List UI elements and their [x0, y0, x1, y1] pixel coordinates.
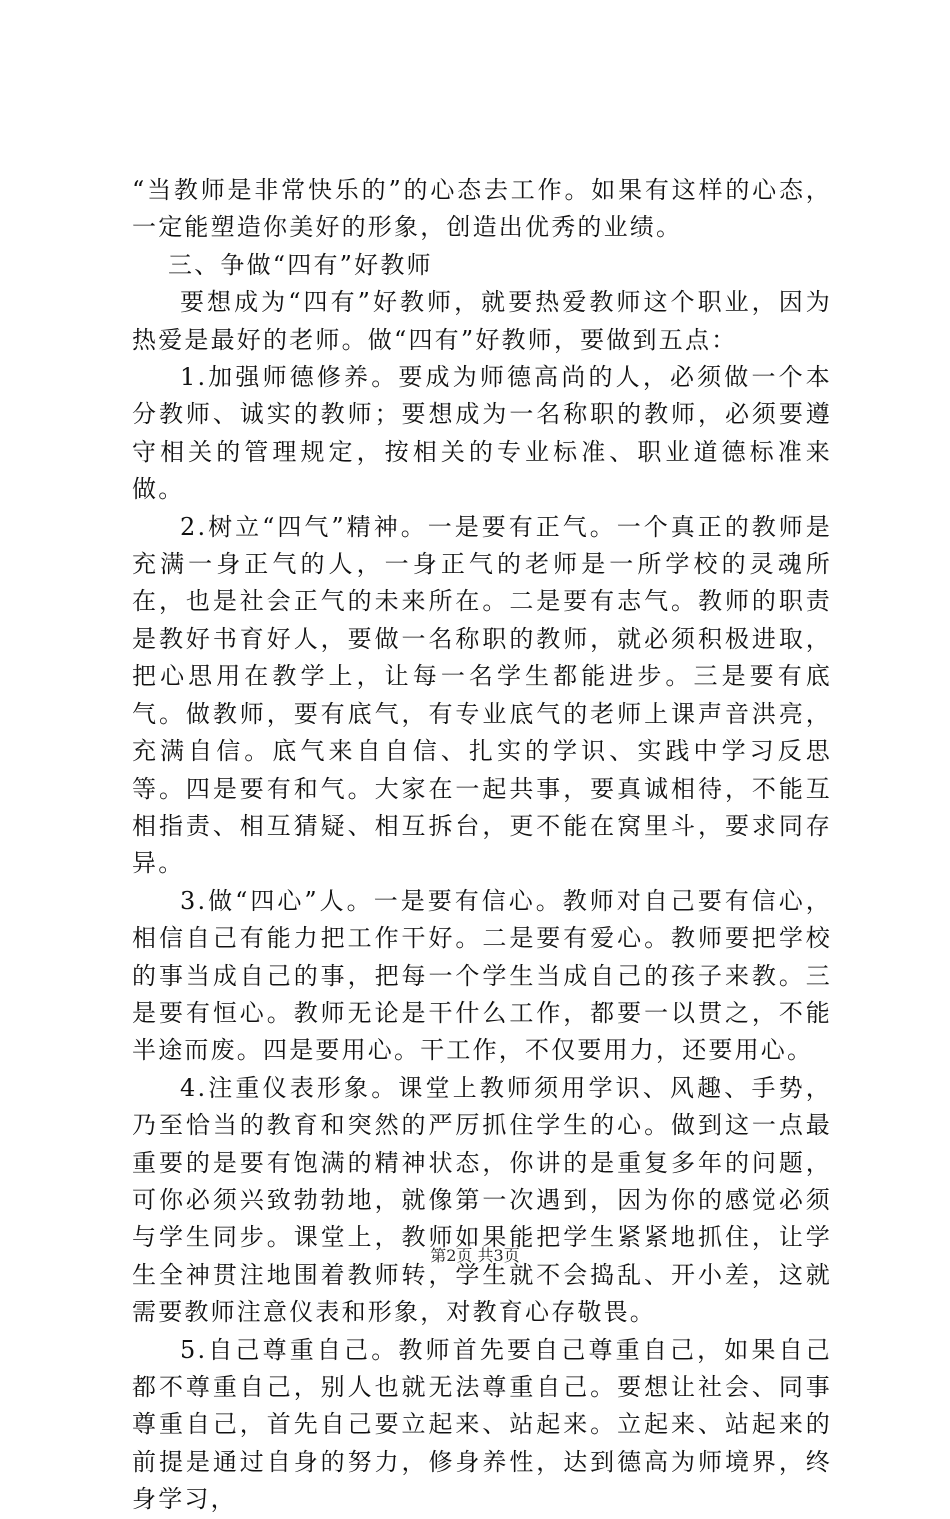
paragraph-item-5: 5.自己尊重自己。教师首先要自己尊重自己，如果自己都不尊重自己，别人也就无法尊重自己。要想让社会、同事尊重自己，首先自己要立起来、站起来。立起来、站起来的前提是通过自身的努力，修身养性，达到德高为师境界，终身学习， [132, 1335, 832, 1514]
section-heading: 三、争做“四有”好教师 [168, 250, 433, 279]
paragraph-item-4: 4.注重仪表形象。课堂上教师须用学识、风趣、手势，乃至恰当的教育和突然的严厉抓住学生的心。做到这一点最重要的是要有饱满的精神状态，你讲的是重复多年的问题，可你必须兴致勃勃地，就像第一次遇到，因为你的感觉必须与学生同步。课堂上，教师如果能把学生紧紧地抓住，让学生全神贯注地围着教师转，学生就不会捣乱、开小差，这就需要教师注意仪表和形象，对教育心存敬畏。 [132, 1073, 832, 1327]
paragraph-intro: 要想成为“四有”好教师，就要热爱教师这个职业，因为热爱是最好的老师。做“四有”好教师，要做到五点： [132, 288, 832, 354]
paragraph-item-1: 1.加强师德修养。要成为师德高尚的人，必须做一个本分教师、诚实的教师；要想成为一名称职的教师，必须要遵守相关的管理规定，按相关的专业标准、职业道德标准来做。 [132, 363, 832, 504]
paragraph-item-3: 3.做“四心”人。一是要有信心。教师对自己要有信心，相信自己有能力把工作干好。二是要有爱心。教师要把学校的事当成自己的事，把每一个学生当成自己的孩子来教。三是要有恒心。教师无论是干什么工作，都要一以贯之，不能半途而废。四是要用心。干工作，不仅要用力，还要用心。 [132, 886, 832, 1065]
paragraph-continuation: “当教师是非常快乐的”的心态去工作。如果有这样的心态，一定能塑造你美好的形象，创造出优秀的业绩。 [132, 176, 832, 242]
page-number: 第2页 共3页 [430, 1246, 520, 1265]
document-body [132, 172, 832, 1519]
paragraph-item-2: 2.树立“四气”精神。一是要有正气。一个真正的教师是充满一身正气的人，一身正气的老师是一所学校的灵魂所在，也是社会正气的未来所在。二是要有志气。教师的职责是教好书育好人，要做一名称职的教师，就必须积极进取，把心思用在教学上，让每一名学生都能进步。三是要有底气。做教师，要有底气，有专业底气的老师上课声音洪亮，充满自信。底气来自自信、扎实的学识、实践中学习反思等。四是要有和气。大家在一起共事，要真诚相待，不能互相指责、相互猜疑、相互拆台，更不能在窝里斗，要求同存异。 [132, 512, 832, 878]
